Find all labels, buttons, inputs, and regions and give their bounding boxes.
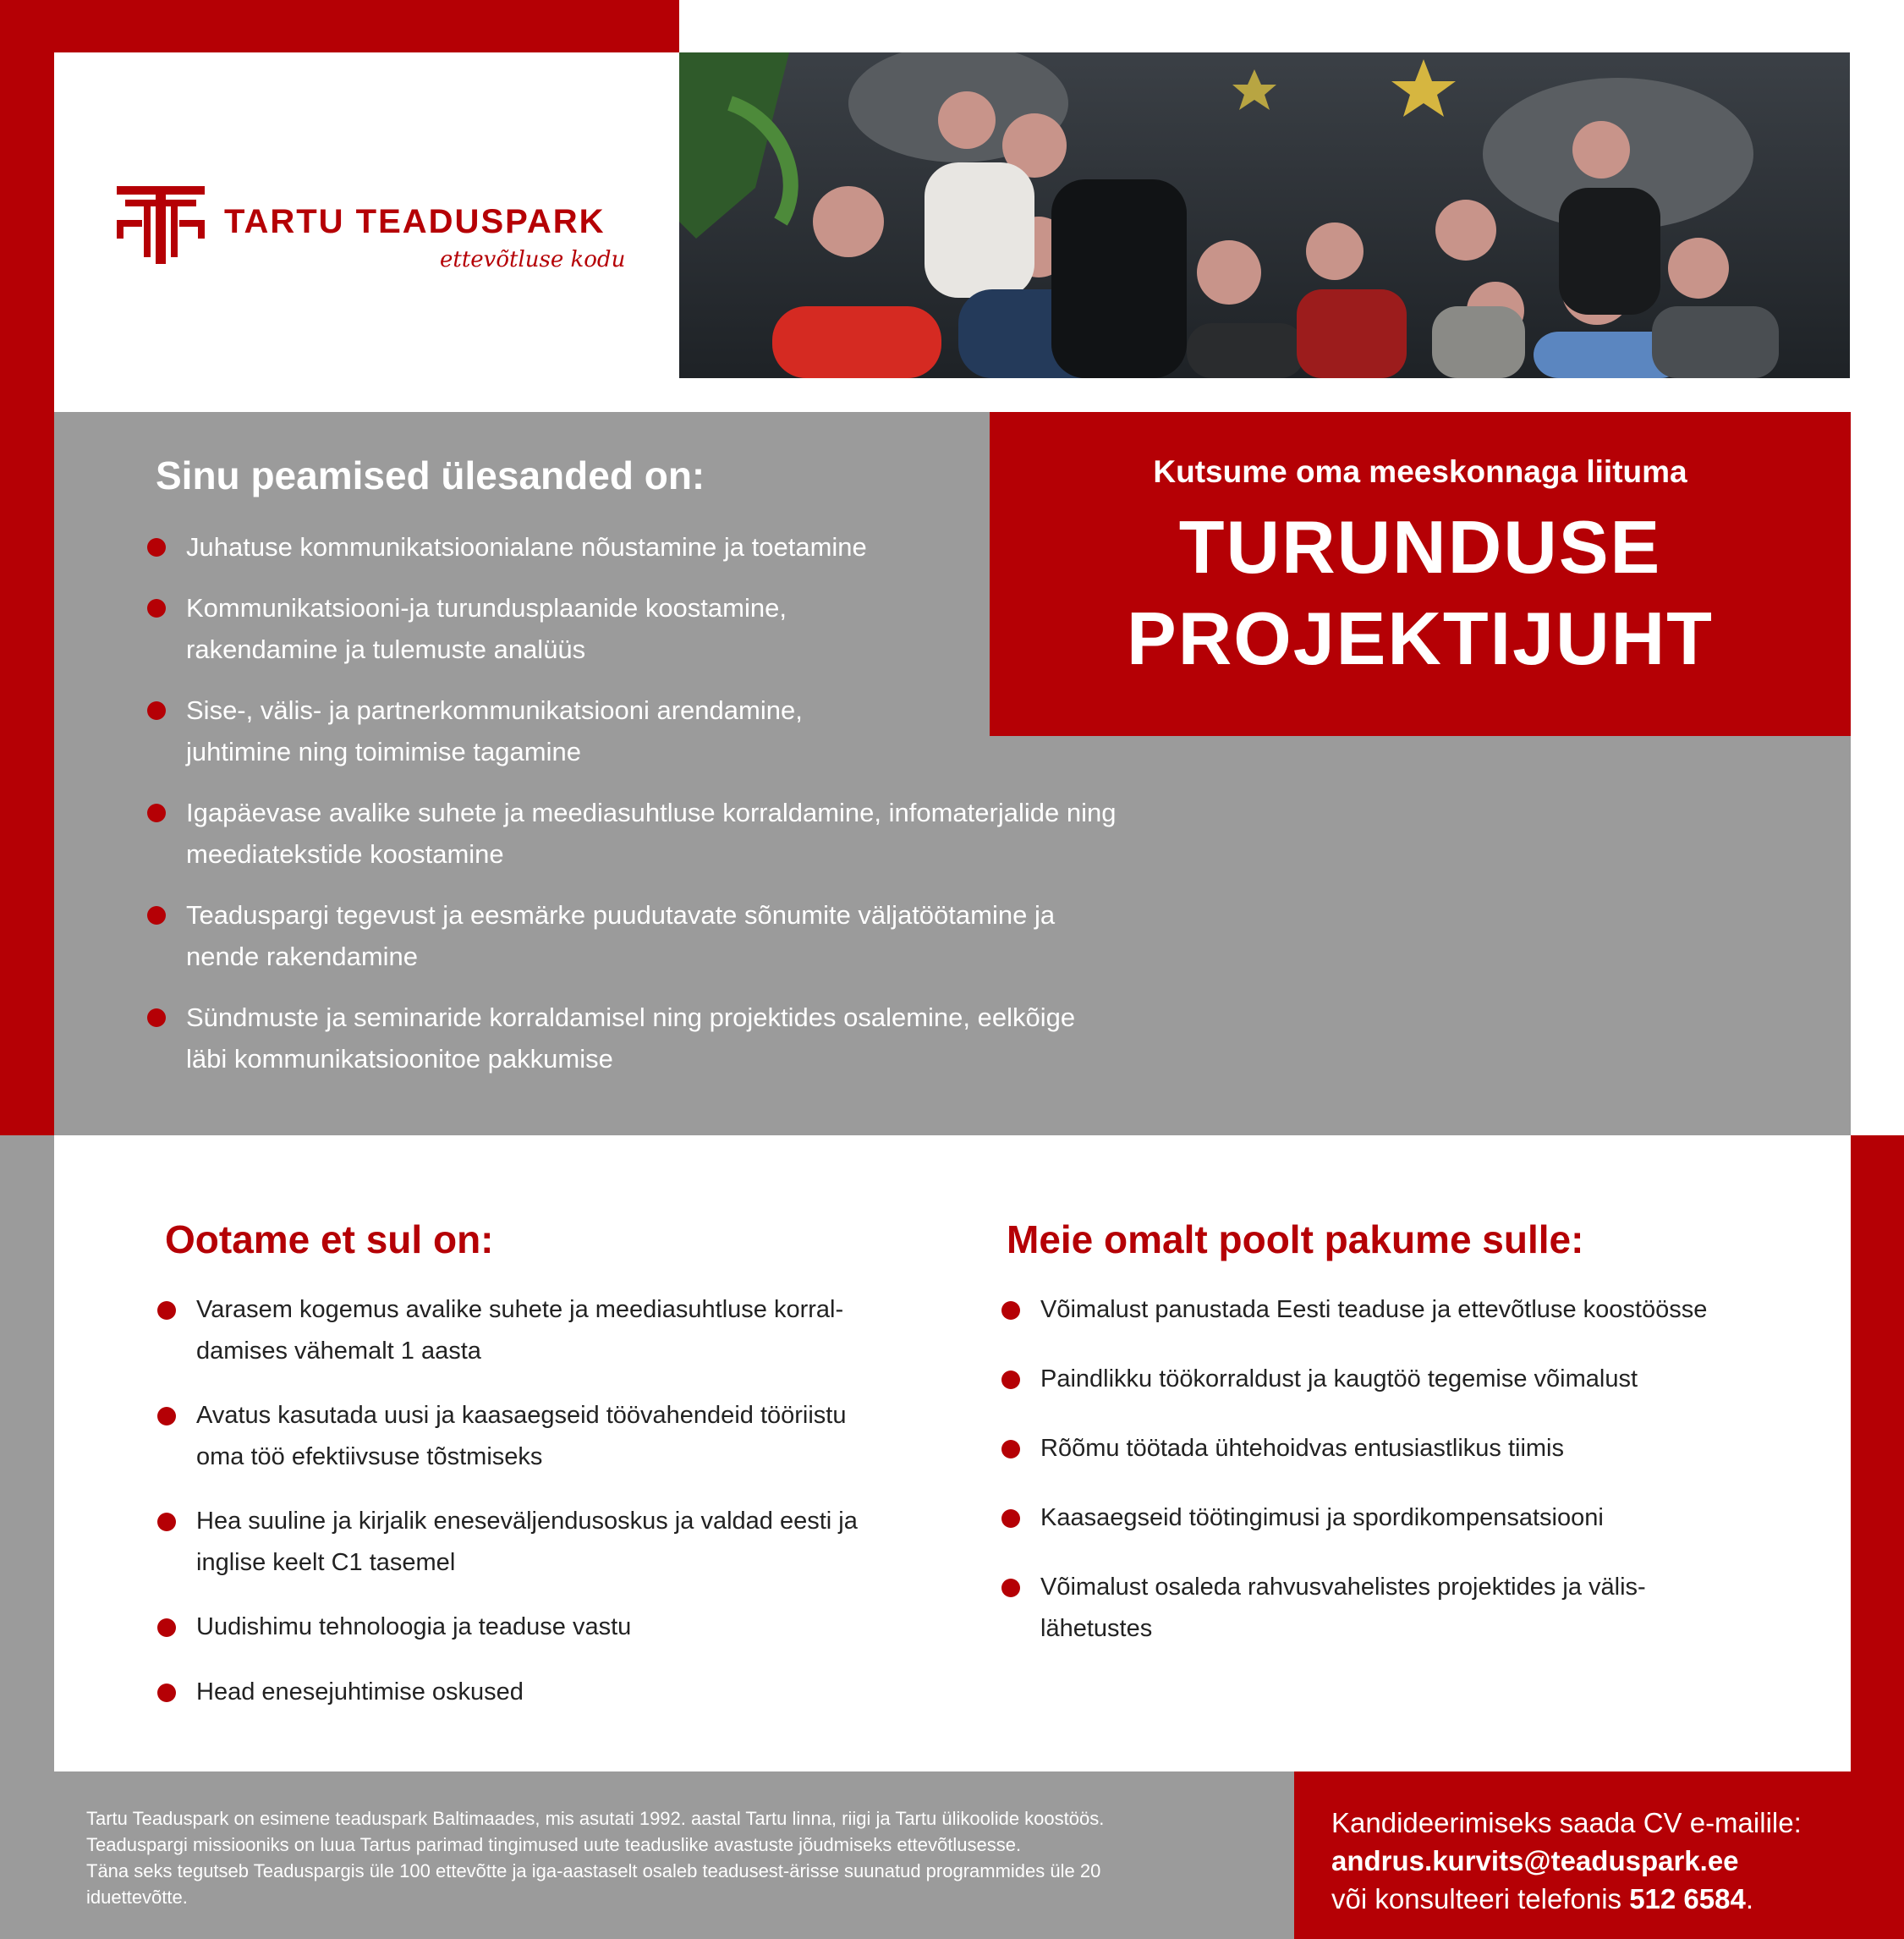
list-item: Igapäevase avalike suhete ja meediasuhtluse korraldamine, infomaterjalide ning meediatekstide koostamine [147, 792, 1247, 875]
bullet-icon [157, 1301, 176, 1320]
bullet-icon [147, 599, 166, 618]
bullet-icon [147, 804, 166, 822]
bullet-icon [1001, 1301, 1020, 1320]
offers-heading: Meie omalt poolt pakume sulle: [1007, 1217, 1584, 1261]
list-item: Juhatuse kommunikatsioonialane nõustamine ja toetamine [147, 526, 1247, 568]
job-title [990, 502, 1851, 684]
list-item: Paindlikku töökorraldust ja kaugtöö tegemise võimalust [1001, 1359, 1813, 1400]
contact-email[interactable]: andrus.kurvits@teaduspark.ee [1331, 1845, 1739, 1876]
bullet-icon [157, 1407, 176, 1425]
bullet-icon [147, 906, 166, 925]
list-item: Uudishimu tehnoloogia ja teaduse vastu [157, 1607, 936, 1648]
tasks-heading: Sinu peamised ülesanded on: [156, 453, 705, 497]
bullet-icon [157, 1513, 176, 1531]
list-item: Head enesejuhtimise oskused [157, 1672, 936, 1713]
job-title-line-1: TURUNDUSE [1178, 505, 1662, 589]
contact-intro: Kandideerimiseks saada CV e-mailile: [1331, 1807, 1802, 1838]
offers-list [1001, 1289, 1813, 1678]
left-red-band [0, 0, 54, 1135]
bullet-icon [1001, 1440, 1020, 1458]
list-item: Kaasaegseid töötingimusi ja spordikompensatsiooni [1001, 1497, 1813, 1539]
brand-tagline: ettevõtluse kodu [440, 247, 626, 272]
list-item: Sündmuste ja seminaride korraldamisel ning projektides osalemine, eelkõige läbi kommunikatsioonitoe pakkumise [147, 997, 1247, 1079]
bullet-icon [147, 701, 166, 720]
list-item: Rõõmu töötada ühtehoidvas entusiastlikus tiimis [1001, 1428, 1813, 1469]
contact-phone[interactable]: 512 6584 [1629, 1883, 1746, 1914]
brand-name: TARTU TEADUSPARK [224, 203, 606, 240]
bullet-icon [147, 538, 166, 557]
list-item: Varasem kogemus avalike suhete ja meediasuhtluse korral- damises vähemalt 1 aasta [157, 1289, 936, 1372]
requirements-list [157, 1289, 936, 1736]
list-item: Hea suuline ja kirjalik eneseväljendusoskus ja valdad eesti ja inglise keelt C1 tasemel [157, 1501, 936, 1584]
right-red-band [1851, 1135, 1904, 1771]
list-item: Avatus kasutada uusi ja kaasaegseid töövahendeid tööriistu oma töö efektiivsuse tõstmiseks [157, 1395, 936, 1478]
team-photo [679, 52, 1850, 378]
bullet-icon [1001, 1370, 1020, 1389]
contact-info: Kandideerimiseks saada CV e-mailile: andrus.kurvits@teaduspark.ee või konsulteeri telefonis 512 6584. [1331, 1804, 1802, 1918]
bullet-icon [157, 1618, 176, 1637]
invite-text: Kutsume oma meeskonnaga liituma [1153, 454, 1687, 489]
logo-mark-icon [117, 186, 205, 264]
job-title-box [990, 412, 1851, 736]
bullet-icon [1001, 1509, 1020, 1528]
list-item: Võimalust osaleda rahvusvahelistes projektides ja välis- lähetustes [1001, 1567, 1813, 1650]
list-item: Teaduspargi tegevust ja eesmärke puudutavate sõnumite väljatöötamine ja nende rakendamine [147, 894, 1247, 977]
bullet-icon [1001, 1579, 1020, 1597]
top-left-red-band [0, 0, 679, 52]
list-item: Sise-, välis- ja partnerkommunikatsiooni arendamine, juhtimine ning toimimise tagamine [147, 689, 1247, 772]
bullet-icon [157, 1684, 176, 1702]
left-grey-band [0, 1135, 54, 1771]
job-title-line-2: PROJEKTIJUHT [1127, 596, 1714, 680]
list-item: Kommunikatsiooni-ja turundusplaanide koostamine, rakendamine ja tulemuste analüüs [147, 587, 1247, 670]
bullet-icon [147, 1008, 166, 1027]
requirements-heading: Ootame et sul on: [165, 1217, 494, 1261]
list-item: Võimalust panustada Eesti teaduse ja ettevõtluse koostöösse [1001, 1289, 1813, 1331]
footer-about: Tartu Teaduspark on esimene teaduspark Baltimaades, mis asutati 1992. aastal Tartu linna, riigi ja Tartu ülikoolide koostöös. Teaduspargi missiooniks on luua Tartus parimad tingimused uute teaduslike avastuste jõudmiseks ettevõtlusesse. Täna seks tegutseb Teaduspargis üle 100 ettevõtte ja iga-aastaselt osaleb teadusest-ärisse suunatud programmides üle 20 iduettevõtte. [86, 1808, 1105, 1908]
